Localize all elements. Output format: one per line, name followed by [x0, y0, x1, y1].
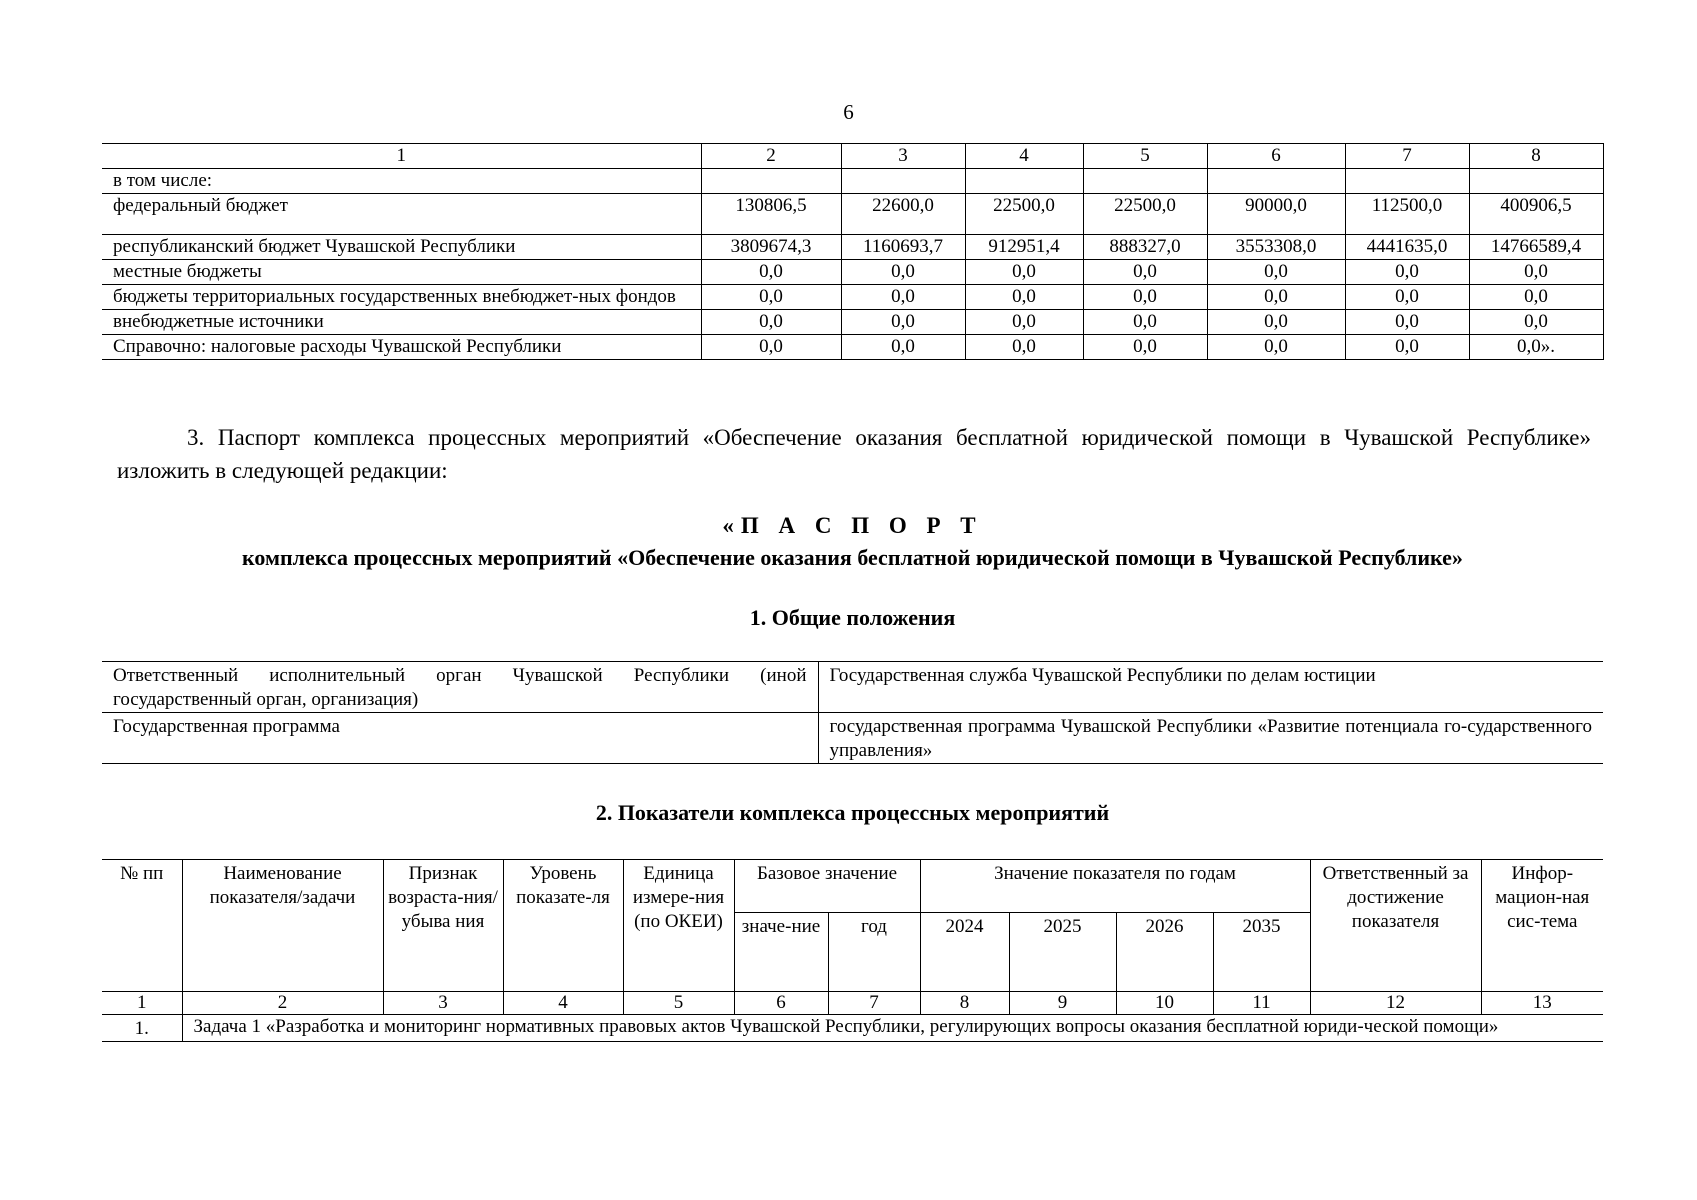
- column-number: 6: [734, 992, 828, 1015]
- header-base-value: значе-ние: [734, 913, 828, 992]
- general-row-value: государственная программа Чувашской Республики «Развитие потенциала го-сударственного управления»: [818, 713, 1603, 764]
- column-number: 3: [383, 992, 503, 1015]
- page-number: 6: [843, 100, 854, 124]
- budget-col-6: 6: [1207, 144, 1345, 169]
- task-text: Задача 1 «Разработка и мониторинг нормативных правовых актов Чувашской Республики, регулирующих вопросы оказания бесплатной юриди-ческой помощи»: [182, 1015, 1603, 1042]
- budget-cell: 0,0: [1469, 310, 1603, 335]
- budget-row: [102, 310, 1603, 335]
- budget-cell: 0,0: [1083, 335, 1207, 360]
- budget-cell: [841, 169, 965, 194]
- budget-cell: 0,0: [1345, 310, 1469, 335]
- budget-cell: 0,0».: [1469, 335, 1603, 360]
- budget-row-label: бюджеты территориальных государственных внебюджет-ных фондов: [102, 285, 701, 310]
- budget-col-2: 2: [701, 144, 841, 169]
- budget-row: [102, 169, 1603, 194]
- column-number: 9: [1009, 992, 1116, 1015]
- budget-cell: 0,0: [965, 260, 1083, 285]
- indicators-header-row: [102, 860, 1603, 913]
- budget-cell: 22500,0: [965, 194, 1083, 235]
- column-number: 2: [182, 992, 383, 1015]
- header-year: 2026: [1116, 913, 1213, 992]
- section1-title: 1. Общие положения: [749, 605, 956, 630]
- column-number: 8: [920, 992, 1009, 1015]
- budget-cell: 90000,0: [1207, 194, 1345, 235]
- header-year: 2025: [1009, 913, 1116, 992]
- budget-col-5: 5: [1083, 144, 1207, 169]
- budget-cell: 0,0: [841, 285, 965, 310]
- budget-cell: 0,0: [1469, 285, 1603, 310]
- budget-cell: 0,0: [1207, 285, 1345, 310]
- budget-cell: 0,0: [1345, 260, 1469, 285]
- budget-col-8: 8: [1469, 144, 1603, 169]
- budget-cell: 0,0: [1207, 310, 1345, 335]
- budget-header-row: [102, 144, 1603, 169]
- budget-row-label: Справочно: налоговые расходы Чувашской Республики: [102, 335, 701, 360]
- budget-cell: 0,0: [701, 335, 841, 360]
- budget-cell: [1469, 169, 1603, 194]
- budget-table: [102, 143, 1604, 360]
- header-sign: Признак возраста-ния/убыва ния: [383, 860, 503, 992]
- budget-cell: 0,0: [841, 260, 965, 285]
- header-years: Значение показателя по годам: [920, 860, 1310, 913]
- budget-cell: 400906,5: [1469, 194, 1603, 235]
- passport-subtitle: комплекса процессных мероприятий «Обеспечение оказания бесплатной юридической помощи в Чувашской Республике»: [242, 545, 1463, 570]
- header-year: 2035: [1213, 913, 1310, 992]
- budget-cell: 14766589,4: [1469, 235, 1603, 260]
- column-number: 4: [503, 992, 623, 1015]
- column-number: 7: [828, 992, 920, 1015]
- budget-row-label: внебюджетные источники: [102, 310, 701, 335]
- header-base: Базовое значение: [734, 860, 920, 913]
- budget-cell: 130806,5: [701, 194, 841, 235]
- budget-row-label: федеральный бюджет: [102, 194, 701, 235]
- budget-cell: 0,0: [965, 285, 1083, 310]
- budget-cell: 3553308,0: [1207, 235, 1345, 260]
- task-row: [102, 1015, 1603, 1042]
- budget-cell: 0,0: [1207, 335, 1345, 360]
- passport-title: «П А С П О Р Т: [722, 513, 983, 538]
- budget-cell: [1083, 169, 1207, 194]
- amendment-paragraph: 3. Паспорт комплекса процессных мероприятий «Обеспечение оказания бесплатной юридической помощи в Чувашской Республике» изложить в следующей редакции:: [117, 425, 1591, 483]
- column-number: 13: [1481, 992, 1603, 1015]
- header-unit: Единица измере-ния (по ОКЕИ): [623, 860, 734, 992]
- general-row-label: Государственная программа: [102, 713, 818, 764]
- column-number: 10: [1116, 992, 1213, 1015]
- budget-cell: 0,0: [965, 335, 1083, 360]
- budget-cell: 912951,4: [965, 235, 1083, 260]
- general-row-value: Государственная служба Чувашской Республики по делам юстиции: [818, 662, 1603, 713]
- budget-cell: 0,0: [701, 260, 841, 285]
- budget-row: [102, 194, 1603, 235]
- budget-cell: [701, 169, 841, 194]
- header-responsible: Ответственный за достижение показателя: [1310, 860, 1481, 992]
- column-numbers-row: [102, 992, 1603, 1015]
- budget-cell: 22600,0: [841, 194, 965, 235]
- budget-cell: 0,0: [1207, 260, 1345, 285]
- budget-cell: 888327,0: [1083, 235, 1207, 260]
- budget-cell: 0,0: [1083, 285, 1207, 310]
- header-num: № пп: [102, 860, 182, 992]
- general-row: [102, 662, 1603, 713]
- budget-cell: [1207, 169, 1345, 194]
- budget-cell: 0,0: [841, 335, 965, 360]
- header-name: Наименование показателя/задачи: [182, 860, 383, 992]
- column-number: 1: [102, 992, 182, 1015]
- budget-cell: 0,0: [1083, 310, 1207, 335]
- column-number: 12: [1310, 992, 1481, 1015]
- budget-col-3: 3: [841, 144, 965, 169]
- budget-row: [102, 285, 1603, 310]
- budget-cell: [965, 169, 1083, 194]
- budget-col-1: 1: [102, 144, 701, 169]
- budget-cell: 0,0: [1083, 260, 1207, 285]
- budget-cell: 4441635,0: [1345, 235, 1469, 260]
- column-number: 11: [1213, 992, 1310, 1015]
- budget-cell: 0,0: [841, 310, 965, 335]
- budget-row-label: местные бюджеты: [102, 260, 701, 285]
- budget-cell: 112500,0: [1345, 194, 1469, 235]
- general-row: [102, 713, 1603, 764]
- budget-cell: 22500,0: [1083, 194, 1207, 235]
- indicators-table: [102, 859, 1603, 1042]
- general-row-label: Ответственный исполнительный орган Чувашской Республики (иной государственный орган, организация): [102, 662, 818, 713]
- budget-cell: 0,0: [1469, 260, 1603, 285]
- section2-title: 2. Показатели комплекса процессных мероприятий: [595, 800, 1110, 825]
- budget-cell: 0,0: [965, 310, 1083, 335]
- budget-col-7: 7: [1345, 144, 1469, 169]
- header-level: Уровень показате-ля: [503, 860, 623, 992]
- budget-cell: 0,0: [1345, 335, 1469, 360]
- header-year: 2024: [920, 913, 1009, 992]
- column-number: 5: [623, 992, 734, 1015]
- budget-row-label: в том числе:: [102, 169, 701, 194]
- budget-cell: 0,0: [701, 285, 841, 310]
- budget-row: [102, 260, 1603, 285]
- task-number: 1.: [102, 1015, 182, 1042]
- general-provisions-table: [102, 661, 1603, 764]
- budget-col-4: 4: [965, 144, 1083, 169]
- budget-cell: 1160693,7: [841, 235, 965, 260]
- budget-cell: 0,0: [701, 310, 841, 335]
- budget-cell: [1345, 169, 1469, 194]
- header-info-system: Инфор-мацион-ная сис-тема: [1481, 860, 1603, 992]
- budget-row-label: республиканский бюджет Чувашской Республики: [102, 235, 701, 260]
- budget-row: [102, 235, 1603, 260]
- budget-row: [102, 335, 1603, 360]
- budget-cell: 0,0: [1345, 285, 1469, 310]
- header-base-year: год: [828, 913, 920, 992]
- budget-cell: 3809674,3: [701, 235, 841, 260]
